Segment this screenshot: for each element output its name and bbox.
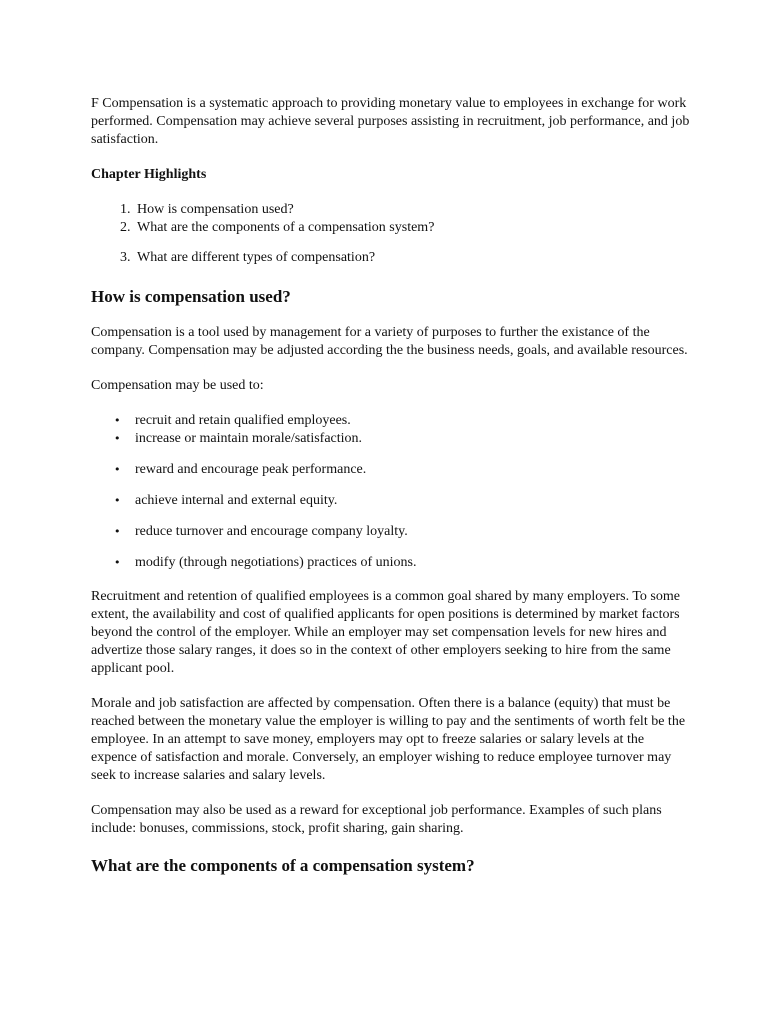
highlight-item: 1. How is compensation used? [134,201,691,219]
section1-paragraph-2: Recruitment and retention of qualified employees is a common goal shared by many employers. To some extent, the availability and cost of qualified applicants for open positions is determined by market factors beyond the control of the employer. While an employer may set compensation levels for new hires and advertize those salary ranges, it does so in the context of other employers seeking to hire from the same applicant pool. [91,589,680,676]
uses-list-item: • reduce turnover and encourage company loyalty. [135,523,691,541]
section1-paragraph-3: Morale and job satisfaction are affected by compensation. Often there is a balance (equity) that must be reached between the monetary value the employer is willing to pay and the sentiments of worth felt be the employee. In an attempt to save money, employers may opt to freeze salaries or salary levels at the expence of satisfaction and morale. Conversely, an employer wishing to reduce employee turnover may seek to increase salaries and salary levels. [91,696,686,783]
highlight-item: 2. What are the components of a compensation system? [134,219,691,237]
uses-list-item: • increase or maintain morale/satisfaction. [135,430,691,448]
uses-list-item: • achieve internal and external equity. [135,492,691,510]
uses-list-item: • reward and encourage peak performance. [135,461,691,479]
section1-paragraph-1: Compensation is a tool used by management for a variety of purposes to further the existance of the company. Compensation may be adjusted according the the business needs, goals, and available resources. [91,325,688,358]
uses-list-item: • recruit and retain qualified employees. [135,412,691,430]
highlight-item: 3. What are different types of compensation? [134,249,691,267]
chapter-highlights-heading: Chapter Highlights [91,167,207,182]
uses-list-intro: Compensation may be used to: [91,378,264,393]
intro-paragraph: F Compensation is a systematic approach to providing monetary value to employees in exchange for work performed. Compensation may achieve several purposes assisting in recruitment, job performance, and job satisfaction. [91,96,690,147]
section1-paragraph-4: Compensation may also be used as a reward for exceptional job performance. Examples of such plans include: bonuses, commissions, stock, profit sharing, gain sharing. [91,803,662,836]
uses-list [91,412,691,572]
document-page [91,95,691,893]
section-heading-how-used: How is compensation used? [91,287,291,306]
section-heading-components: What are the components of a compensation system? [91,856,475,875]
chapter-highlights-list [91,201,691,267]
uses-list-item: • modify (through negotiations) practices of unions. [135,554,691,572]
